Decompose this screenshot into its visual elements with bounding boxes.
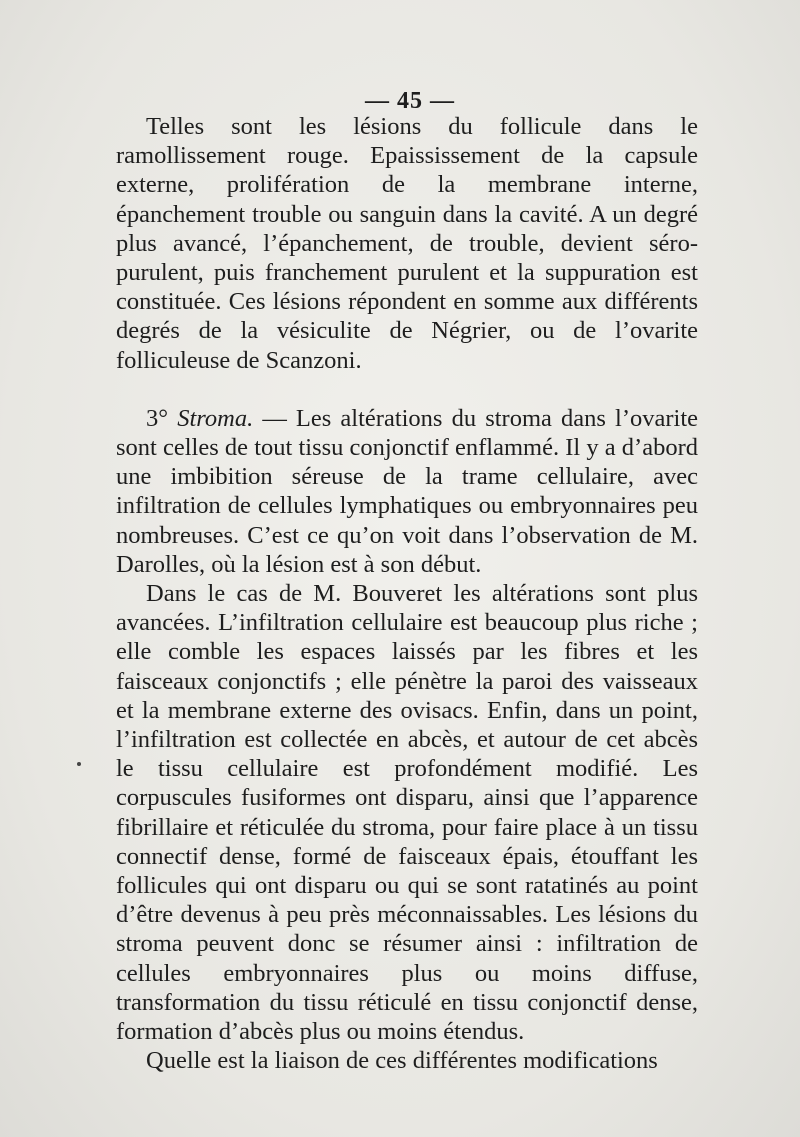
page-number: — 45 — xyxy=(365,88,455,114)
body-text xyxy=(116,112,698,1076)
paragraph-stroma-body: — Les altérations du stroma dans l’ovarite sont celles de tout tissu conjonctif enflammé. Il y a d’abord une imbibition séreuse de la trame cellulaire, avec infiltration de cellules lymphatiques ou embryonnaires peu nombreuses. C’est ce qu’on voit dans l’observation de M. Darolles, où la lésion est à son début. xyxy=(116,404,699,578)
paragraph-question: Quelle est la liaison de ces différentes modifications xyxy=(146,1047,658,1075)
paragraph-bouveret-case: Dans le cas de M. Bouveret les altérations sont plus avancées. L’infiltration cellulaire est beaucoup plus riche ; elle comble les espaces laissés par les fibres et les faisceaux conjonctifs ; elle pénètre la paroi des vaisseaux et la membrane externe des ovisacs. Enfin, dans un point, l’infiltration est collectée en abcès, et autour de cet abcès le tissu cellulaire est profondément modifié. Les corpuscules fusiformes ont disparu, ainsi que l’apparence fibrillaire et réticulée du stroma, pour faire place à un tissu connectif dense, formé de faisceaux épais, étouffant les follicules qui ont disparu ou qui se sont ratatinés au point d’être devenus à peu près méconnaissables. Les lésions du stroma peuvent donc se résumer ainsi : infiltration de cellules embryonnaires plus ou moins diffuse, transformation du tissu réticulé en tissu conjonctif dense, formation d’abcès plus ou moins étendus. xyxy=(116,580,698,1046)
section-number: 3° xyxy=(146,404,169,432)
paragraph-follicle-lesions: Telles sont les lésions du follicule dans le ramollissement rouge. Epaississement de la capsule externe, prolifération de la membrane interne, épanchement trouble ou sanguin dans la cavité. A un degré plus avancé, l’épanchement, de trouble, devient séro-purulent, puis franchement purulent et la suppuration est constituée. Ces lésions répondent en somme aux différents degrés de la vésiculite de Négrier, ou de l’ovarite folliculeuse de Scanzoni. xyxy=(116,113,698,374)
section-title: Stroma. xyxy=(177,404,254,432)
section-heading xyxy=(146,405,253,432)
paragraph-stroma xyxy=(116,404,698,579)
ink-speck xyxy=(77,762,81,766)
